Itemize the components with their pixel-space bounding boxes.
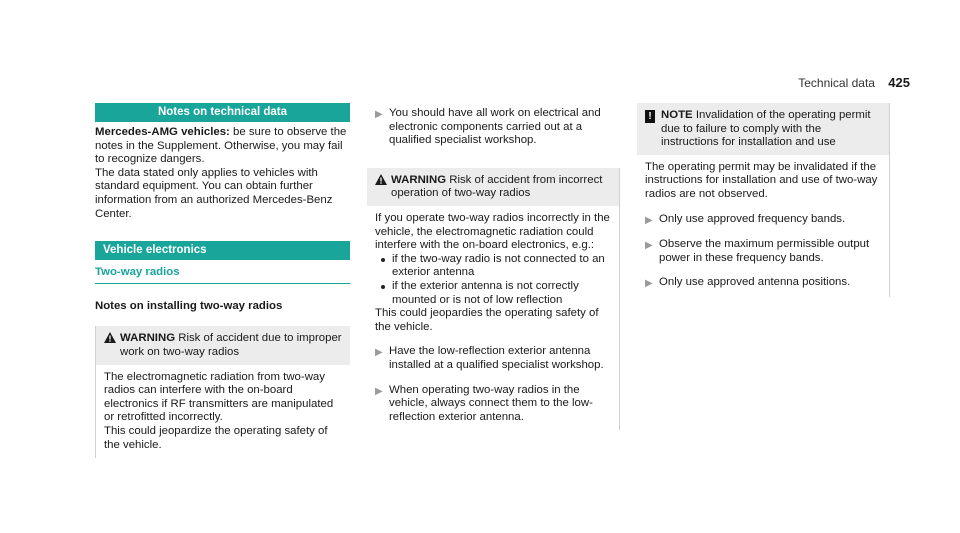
warning-intro: If you operate two-way radios incorrectly in the vehicle, the electromagnetic radiation could interfere with the on-board electronics, e.g.: [375, 211, 610, 252]
step-text: Only use approved frequency bands. [659, 212, 846, 225]
warning-head-text [391, 174, 611, 201]
column-3 [637, 103, 890, 297]
warning-keyword: WARNING [391, 173, 447, 186]
step-item [375, 345, 611, 372]
step-text: When operating two-way radios in the vehicle, always connect them to the low-reflection exterior antenna. [389, 383, 593, 423]
warning-triangle-icon [375, 174, 391, 201]
note-header [637, 103, 889, 155]
step-item [645, 213, 881, 228]
bullet-item: if the exterior antenna is not correctly mounted or is not of low reflection [375, 280, 611, 307]
installing-heading: Notes on installing two-way radios [95, 299, 283, 312]
column-2 [367, 103, 620, 430]
warning-body-text-2: This could jeopardize the operating safety of the vehicle. [104, 424, 328, 451]
warning-triangle-icon [104, 332, 120, 359]
note-keyword: NOTE [661, 109, 693, 121]
column-1 [95, 103, 350, 458]
step-arrow-icon: ▶ [645, 278, 653, 290]
step-arrow-icon: ▶ [375, 385, 383, 397]
step-item [645, 276, 881, 291]
step-item [645, 238, 881, 265]
step-arrow-icon: ▶ [375, 109, 383, 120]
warning-bullets [375, 253, 611, 307]
amg-paragraph [95, 126, 350, 167]
warning-body [367, 206, 619, 430]
note-body [637, 155, 889, 297]
warning-box-incorrect-operation [367, 168, 620, 431]
warning-keyword: WARNING [120, 332, 176, 345]
warning-head-text [120, 332, 342, 359]
warning-head: Risk of accident from incorrect operation of two-way radios [391, 173, 603, 200]
step-arrow-icon: ▶ [645, 214, 653, 226]
bullet-item: if the two-way radio is not connected to an exterior antenna [375, 253, 611, 280]
note-head: Invalidation of the operating permit due to failure to comply with the instructions for installation and use [661, 109, 871, 149]
step-arrow-icon: ▶ [645, 240, 653, 252]
warning-body [96, 365, 350, 459]
step-arrow-icon: ▶ [375, 347, 383, 359]
step-text: You should have all work on electrical and electronic components carried out at a qualified specialist workshop. [389, 107, 601, 147]
step-item [375, 384, 611, 425]
notice-icon: ! [645, 110, 655, 123]
warning-outro: This could jeopardies the operating safety of the vehicle. [375, 307, 599, 333]
data-paragraph: The data stated only applies to vehicles with standard equipment. You can obtain further information from an authorized Mercedes-Benz Center. [95, 166, 333, 220]
amg-lead: Mercedes-AMG vehicles: [95, 126, 230, 138]
note-box-operating-permit [637, 103, 890, 297]
page-header [798, 75, 910, 90]
vehicle-electronics-heading: Vehicle electronics [95, 241, 350, 260]
warning-body-text-1: The electromagnetic radiation from two-way radios can interfere with the on-board electronics if RF transmitters are manipulated or retrofitted incorrectly. [104, 370, 334, 424]
note-head-text [661, 109, 881, 150]
section-title: Technical data [798, 76, 875, 90]
step-text: Have the low-reflection exterior antenna installed at a qualified specialist workshop. [389, 345, 604, 371]
page-number: 425 [888, 75, 910, 90]
notice-icon-wrap [645, 109, 661, 150]
warning-head: Risk of accident due to improper work on two-way radios [120, 332, 342, 358]
warning-header [367, 168, 619, 206]
warning-header [96, 326, 350, 364]
warning-box-improper-work [95, 326, 350, 458]
notes-technical-data-heading: Notes on technical data [95, 103, 350, 122]
step-text: Only use approved antenna positions. [659, 276, 851, 289]
note-body-text: The operating permit may be invalidated if the instructions for installation and use of two-way radios are not observed. [645, 160, 878, 200]
amg-text: be sure to observe the notes in the Supplement. Otherwise, you may fail to recognize dangers. [95, 126, 347, 166]
step-electrical-work [367, 107, 620, 148]
two-way-radios-subheading: Two-way radios [95, 266, 350, 284]
step-text: Observe the maximum permissible output power in these frequency bands. [659, 238, 870, 264]
